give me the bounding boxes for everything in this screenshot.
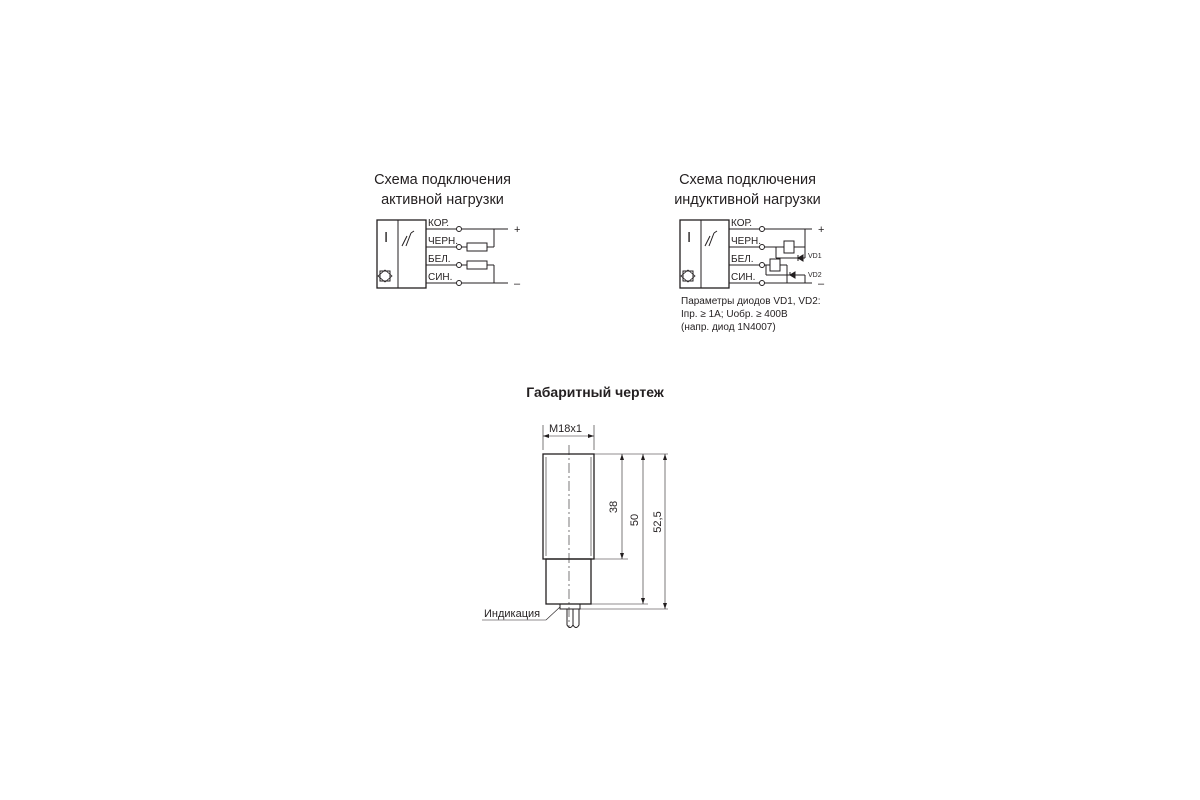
inductive-wire-kor-label: КОР.: [731, 218, 753, 229]
inductive-title-line1: Схема подключения: [679, 172, 816, 188]
sensor-rear-housing: [546, 559, 591, 604]
dimension-50-label: 50: [629, 513, 641, 527]
active-title-line2: активной нагрузки: [381, 192, 504, 208]
active-sensor-icon: [378, 270, 392, 282]
indication-ring: [560, 604, 580, 609]
active-wire-bel-label: БЕЛ.: [428, 254, 451, 265]
inductive-switch-symbol: [705, 231, 717, 246]
diode-vd1-icon: [798, 255, 803, 261]
inductive-plus-terminal: +: [818, 224, 825, 236]
active-wire-kor-label: КОР.: [428, 218, 450, 229]
diode-note-line1: Параметры диодов VD1, VD2:: [681, 296, 821, 307]
dimension-52-5-label: 52,5: [652, 511, 664, 533]
inductive-sensor-icon: [681, 270, 695, 282]
diode-vd2-label: VD2: [808, 272, 822, 279]
active-minus-terminal: –: [514, 278, 521, 290]
inductive-wire-sin-label: СИН.: [731, 272, 756, 283]
active-wire-chern-label: ЧЕРН.: [428, 236, 459, 247]
active-title-line1: Схема подключения: [374, 172, 511, 188]
inductive-relay-coil-2: [770, 259, 780, 271]
diode-vd1-label: VD1: [808, 253, 822, 260]
active-load-resistor-2: [467, 261, 487, 269]
diode-vd2-icon: [790, 272, 795, 278]
dimension-38-label: 38: [608, 500, 620, 514]
active-switch-symbol: [402, 231, 414, 246]
indication-label: Индикация: [484, 608, 541, 620]
active-plus-terminal: +: [514, 224, 521, 236]
inductive-relay-coil-1: [784, 241, 794, 253]
inductive-title-line2: индуктивной нагрузки: [674, 192, 821, 208]
active-load-resistor-1: [467, 243, 487, 251]
active-sensor-symbol: I: [384, 229, 389, 246]
dimensional-drawing-title: Габаритный чертеж: [526, 384, 664, 400]
inductive-wire-bel-label: БЕЛ.: [731, 254, 754, 265]
diode-note-line3: (напр. диод 1N4007): [681, 322, 776, 333]
thread-dimension-label: M18x1: [549, 423, 583, 435]
inductive-minus-terminal: –: [818, 278, 825, 290]
active-wire-sin-label: СИН.: [428, 272, 453, 283]
sensor-threaded-body: [543, 454, 594, 559]
inductive-sensor-symbol: I: [687, 229, 692, 246]
inductive-wire-chern-label: ЧЕРН.: [731, 236, 762, 247]
diode-note-line2: Iпр. ≥ 1А; Uобр. ≥ 400В: [681, 309, 788, 320]
